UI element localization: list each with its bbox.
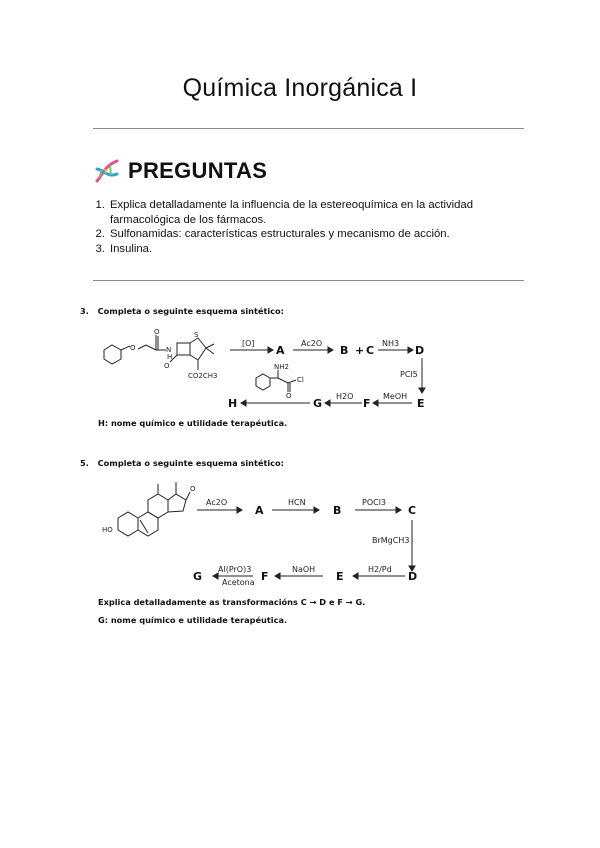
compound-a: A [276, 344, 285, 357]
oxygen-label: O [130, 344, 136, 352]
chloride-label: Cl [297, 376, 304, 384]
compound-f: F [363, 397, 371, 410]
exercise3-number: 3. [80, 306, 89, 316]
plus-sign: + [355, 344, 365, 357]
reagent-al-isopropoxide: Al(PrO)3 [218, 565, 252, 574]
reagent-nh3: NH3 [382, 339, 400, 348]
amine-label: NH2 [274, 363, 289, 371]
compound-b: B [333, 504, 342, 517]
compound-g: G [193, 570, 203, 583]
ketone-oxygen-label: O [190, 485, 196, 493]
reagent-grignard: BrMgCH3 [372, 536, 410, 545]
compound-e: E [417, 397, 425, 410]
sulfur-label: S [194, 331, 199, 339]
questions-heading: PREGUNTAS [128, 158, 268, 183]
reagent-hcn: HCN [288, 498, 306, 507]
acyl-oxygen-label: O [286, 392, 292, 400]
reagent-meoh: MeOH [383, 392, 408, 401]
compound-f: F [261, 570, 269, 583]
list-item: 1. Explica detalladamente la influencia de la estereoquímica en la actividad farmacológica de los fármacos. [108, 198, 508, 227]
reagent-h2pd: H2/Pd [368, 565, 392, 574]
lactam-oxygen-label: O [164, 362, 170, 370]
exercise3-note: H: nome químico e utilidade terapéutica. [98, 418, 288, 428]
compound-h: H [228, 397, 238, 410]
exercise3-prompt: Completa o seguinte esquema sintético: [97, 306, 284, 316]
steroid-structure [118, 482, 190, 536]
compound-c: C [366, 344, 375, 357]
nitrogen-label: N [166, 346, 172, 354]
compound-b: B [340, 344, 349, 357]
hydrogen-label: H [167, 353, 173, 361]
reagent-naoh: NaOH [292, 565, 316, 574]
ester-label: CO2CH3 [188, 372, 218, 380]
compound-e: E [336, 570, 344, 583]
reagent-oxidant: [O] [242, 339, 255, 348]
list-item: 2. Sulfonamidas: características estructurales y mecanismo de acción. [108, 227, 508, 242]
reagent-ac2o: Ac2O [301, 339, 323, 348]
hydroxyl-label: HO [102, 526, 113, 534]
exercise5-note-name: G: nome químico e utilidade terapéutica. [98, 615, 288, 625]
carbonyl-oxygen-label: O [154, 328, 160, 336]
reagent-acetone: Acetona [222, 578, 255, 587]
exercise5-note-transformations: Explica detalladamente as transformacións C → D e F → G. [98, 597, 366, 607]
exercise5-number: 5. [80, 458, 89, 468]
reagent-pcl5: PCl5 [400, 370, 418, 379]
reagent-ac2o: Ac2O [206, 498, 228, 507]
reagent-pocl3: POCl3 [362, 498, 387, 507]
compound-c: C [408, 504, 417, 517]
exercise5-prompt: Completa o seguinte esquema sintético: [97, 458, 284, 468]
list-item: 3. Insulina. [108, 242, 508, 257]
compound-g: G [313, 397, 323, 410]
compound-d: D [415, 344, 425, 357]
compound-d: D [408, 570, 418, 583]
compound-a: A [255, 504, 264, 517]
page-title: Química Inorgánica I [182, 74, 418, 102]
reagent-h2o: H2O [336, 392, 354, 401]
